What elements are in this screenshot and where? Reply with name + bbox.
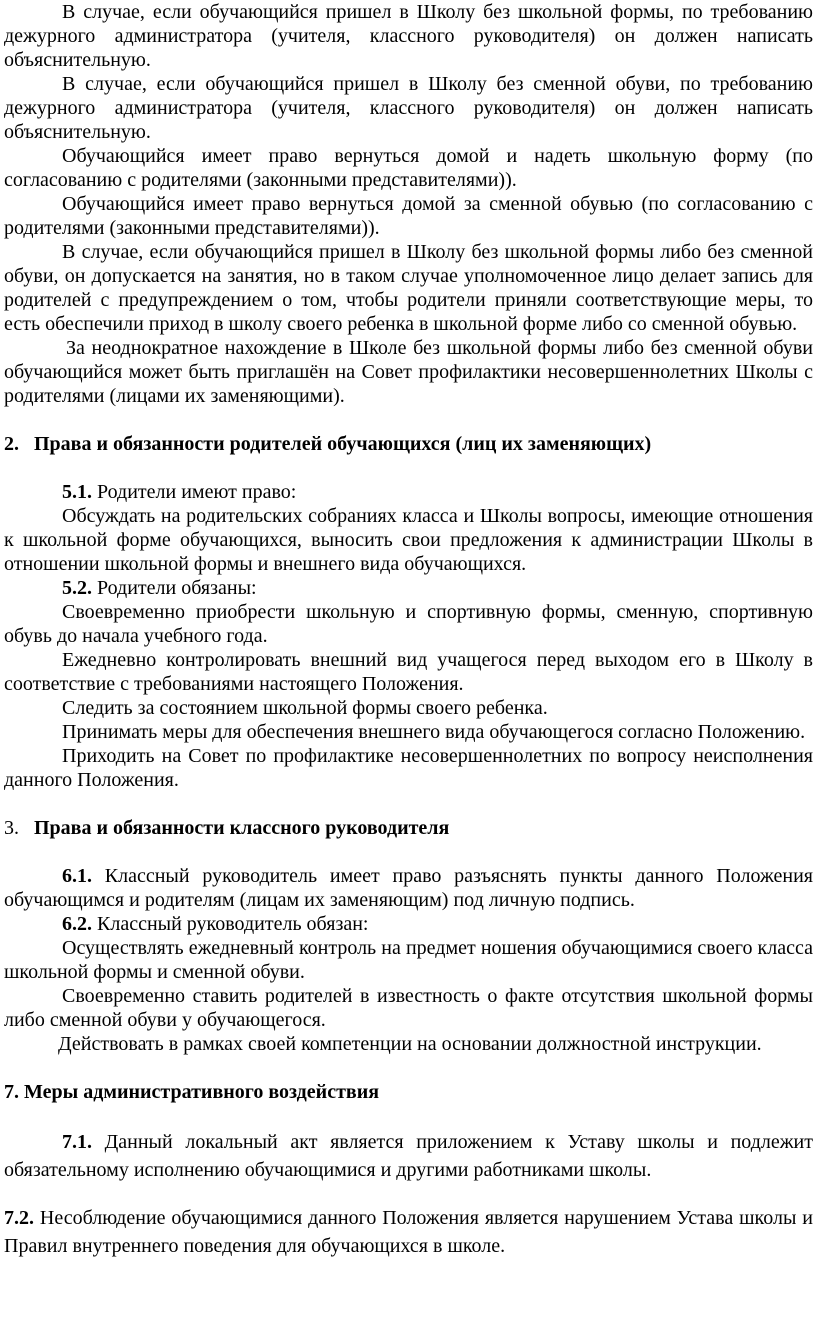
section-7-heading: 7. Меры административного воздействия: [4, 1081, 380, 1103]
item-7-1-number: 7.1.: [62, 1131, 92, 1153]
item-6-2-number: 6.2.: [62, 913, 92, 935]
paragraph-return-uniform: Обучающийся имеет право вернуться домой и надеть школьную форму (по согласованию с родителями (законными представителями)).: [4, 145, 813, 191]
teacher-duty: Своевременно ставить родителей в известность о факте отсутствия школьной формы либо сменной обуви у обучающегося.: [4, 985, 813, 1031]
item-5-1-body: Обсуждать на родительских собраниях класса и Школы вопросы, имеющие отношения к школьной форме обучающихся, выносить свои предложения к администрации Школы в отношении школьной формы и внешнего вида обучающихся.: [4, 505, 813, 575]
teacher-duty: Осуществлять ежедневный контроль на предмет ношения обучающимися своего класса школьной формы и сменной обуви.: [4, 937, 813, 983]
item-6-2: [4, 912, 813, 936]
parent-duty: Принимать меры для обеспечения внешнего вида обучающегося согласно Положению.: [62, 721, 806, 743]
item-5-1-text: Родители имеют право:: [92, 481, 297, 503]
item-7-1: [4, 1128, 813, 1184]
item-6-1-number: 6.1.: [62, 865, 92, 887]
section-3-heading: [4, 816, 813, 840]
section-2-heading: 2. Права и обязанности родителей обучающихся (лиц их заменяющих): [4, 433, 652, 455]
section-3-number: 3.: [4, 817, 19, 839]
item-7-2-number: 7.2.: [4, 1207, 34, 1229]
parent-duty: Своевременно приобрести школьную и спортивную формы, сменную, спортивную обувь до начала учебного года.: [4, 601, 813, 647]
paragraph-repeated-violation: За неоднократное нахождение в Школе без школьной формы либо без сменной обуви обучающийся может быть приглашён на Совет профилактики несовершеннолетних Школы с родителями (лицами их заменяющими).: [4, 337, 813, 407]
paragraph-return-shoes: Обучающийся имеет право вернуться домой за сменной обувью (по согласованию с родителями (законными представителями)).: [4, 193, 813, 239]
teacher-duty-last: Действовать в рамках своей компетенции на основании должностной инструкции.: [58, 1033, 762, 1055]
item-6-1-text: Классный руководитель имеет право разъяснять пункты данного Положения обучающимся и родителям (лицам их заменяющим) под личную подпись.: [4, 865, 813, 911]
parent-duty: Следить за состоянием школьной формы своего ребенка.: [62, 697, 548, 719]
item-5-2: [4, 576, 813, 600]
document-page: [4, 0, 813, 1260]
parent-duty: Ежедневно контролировать внешний вид учащегося перед выходом его в Школу в соответствие с требованиями настоящего Положения.: [4, 649, 813, 695]
section-3-title: Права и обязанности классного руководителя: [34, 817, 450, 839]
item-5-1-number: 5.1.: [62, 481, 92, 503]
item-6-1: [4, 864, 813, 912]
paragraph-admitted-to-classes: В случае, если обучающийся пришел в Школу без школьной формы либо без сменной обуви, он допускается на занятия, но в таком случае уполномоченное лицо делает запись для родителей с предупреждением о том, чтобы родители приняли соответствующие меры, то есть обеспечили приход в школу своего ребенка в школьной форме либо со сменной обувью.: [4, 241, 813, 335]
parent-duty: Приходить на Совет по профилактике несовершеннолетних по вопросу неисполнения данного Положения.: [4, 745, 813, 791]
item-5-1: [4, 480, 813, 504]
item-7-2: [4, 1204, 813, 1260]
item-7-1-text: Данный локальный акт является приложением к Уставу школы и подлежит обязательному исполнению обучающимися и другими работниками школы.: [4, 1131, 813, 1181]
item-5-2-number: 5.2.: [62, 577, 92, 599]
item-5-2-text: Родители обязаны:: [92, 577, 257, 599]
paragraph-no-uniform: В случае, если обучающийся пришел в Школу без школьной формы, по требованию дежурного администратора (учителя, классного руководителя) он должен написать объяснительную.: [4, 1, 813, 71]
paragraph-no-shoes: В случае, если обучающийся пришел в Школу без сменной обуви, по требованию дежурного администратора (учителя, классного руководителя) он должен написать объяснительную.: [4, 73, 813, 143]
item-6-2-text: Классный руководитель обязан:: [92, 913, 369, 935]
item-7-2-text: Несоблюдение обучающимися данного Положения является нарушением Устава школы и Правил внутреннего поведения для обучающихся в школе.: [4, 1207, 813, 1257]
